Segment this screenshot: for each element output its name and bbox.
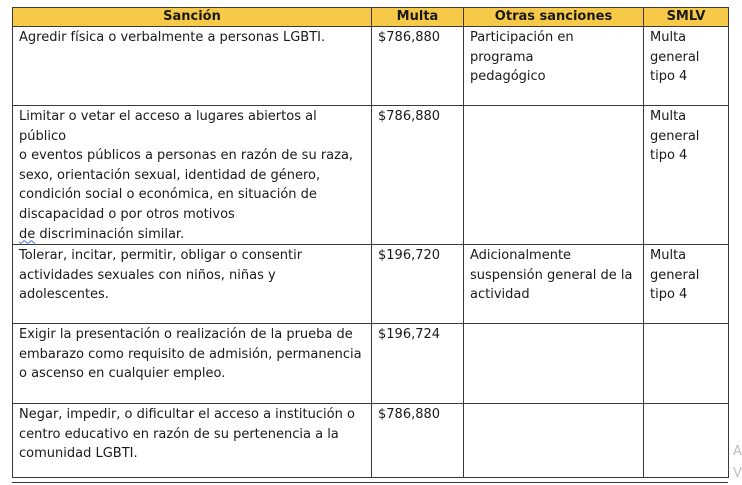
cell-otras-sanciones bbox=[464, 324, 644, 404]
cell-multa: $786,880 bbox=[372, 27, 464, 106]
line: general bbox=[650, 128, 700, 144]
table-row bbox=[13, 27, 729, 106]
header-multa: Multa bbox=[372, 8, 464, 27]
line: actividad bbox=[470, 287, 530, 303]
header-otras-sanciones: Otras sanciones bbox=[464, 8, 644, 27]
line: programa bbox=[470, 49, 534, 65]
line: Limitar o vetar el acceso a lugares abiertos al público bbox=[19, 109, 317, 144]
cell-sancion bbox=[13, 404, 372, 478]
line: general bbox=[650, 49, 700, 65]
line-rest: discriminación similar. bbox=[35, 226, 185, 242]
table-row bbox=[13, 324, 729, 404]
line: embarazo como requisito de admisión, permanencia bbox=[19, 346, 362, 362]
cell-sancion bbox=[13, 106, 372, 245]
cell-multa: $196,724 bbox=[372, 324, 464, 404]
sancion-text: Agredir física o verbalmente a personas LGBTI. bbox=[19, 30, 326, 45]
line: tipo 4 bbox=[650, 148, 688, 164]
table-row bbox=[13, 106, 729, 245]
cell-sancion bbox=[13, 324, 372, 404]
line bbox=[19, 225, 365, 245]
header-sancion: Sanción bbox=[13, 8, 372, 27]
line: pedagógico bbox=[470, 69, 546, 85]
line: Multa bbox=[650, 109, 687, 124]
cell-otras-sanciones bbox=[464, 106, 644, 245]
line: Exigir la presentación o realización de la prueba de bbox=[19, 327, 353, 343]
line: comunidad LGBTI. bbox=[19, 446, 138, 462]
cell-multa: $786,880 bbox=[372, 106, 464, 245]
cell-otras-sanciones bbox=[464, 245, 644, 324]
line: condición social o económica, en situación de bbox=[19, 187, 317, 203]
spellcheck-word: de bbox=[19, 226, 36, 242]
line: sexo, orientación sexual, identidad de género, bbox=[19, 167, 321, 183]
line: Multa bbox=[650, 248, 687, 264]
cell-otras-sanciones bbox=[464, 27, 644, 106]
line: Adicionalmente bbox=[470, 248, 572, 264]
cell-multa: $196,720 bbox=[372, 245, 464, 324]
cell-otras-sanciones bbox=[464, 404, 644, 478]
cutoff-glyph: A bbox=[733, 444, 742, 459]
line: tipo 4 bbox=[650, 287, 688, 303]
line: discapacidad o por otros motivos bbox=[19, 206, 235, 222]
line: actividades sexuales con niños, niñas y bbox=[19, 267, 276, 283]
cell-smlv bbox=[644, 324, 729, 404]
line: suspensión general de la bbox=[470, 267, 633, 283]
cell-smlv bbox=[644, 106, 729, 245]
cutoff-glyph: V bbox=[733, 466, 742, 481]
sanctions-table bbox=[12, 7, 729, 478]
line: Participación en bbox=[470, 30, 574, 45]
line: Negar, impedir, o dificultar el acceso a institución o bbox=[19, 407, 355, 423]
table-row bbox=[13, 404, 729, 478]
cell-smlv bbox=[644, 245, 729, 324]
line: Tolerar, incitar, permitir, obligar o consentir bbox=[19, 248, 303, 264]
next-row-border bbox=[12, 482, 728, 483]
cell-sancion bbox=[13, 27, 372, 106]
cell-multa: $786,880 bbox=[372, 404, 464, 478]
table-row bbox=[13, 245, 729, 324]
cell-smlv bbox=[644, 404, 729, 478]
line: o ascenso en cualquier empleo. bbox=[19, 366, 226, 382]
cell-sancion bbox=[13, 245, 372, 324]
line: o eventos públicos a personas en razón de su raza, bbox=[19, 148, 354, 164]
line: tipo 4 bbox=[650, 69, 688, 85]
header-row bbox=[13, 8, 729, 27]
header-smlv: SMLV bbox=[644, 8, 729, 27]
cell-smlv bbox=[644, 27, 729, 106]
line: Multa bbox=[650, 30, 687, 45]
line: general bbox=[650, 267, 700, 283]
line: adolescentes. bbox=[19, 287, 109, 303]
line: centro educativo en razón de su pertenencia a la bbox=[19, 426, 339, 442]
